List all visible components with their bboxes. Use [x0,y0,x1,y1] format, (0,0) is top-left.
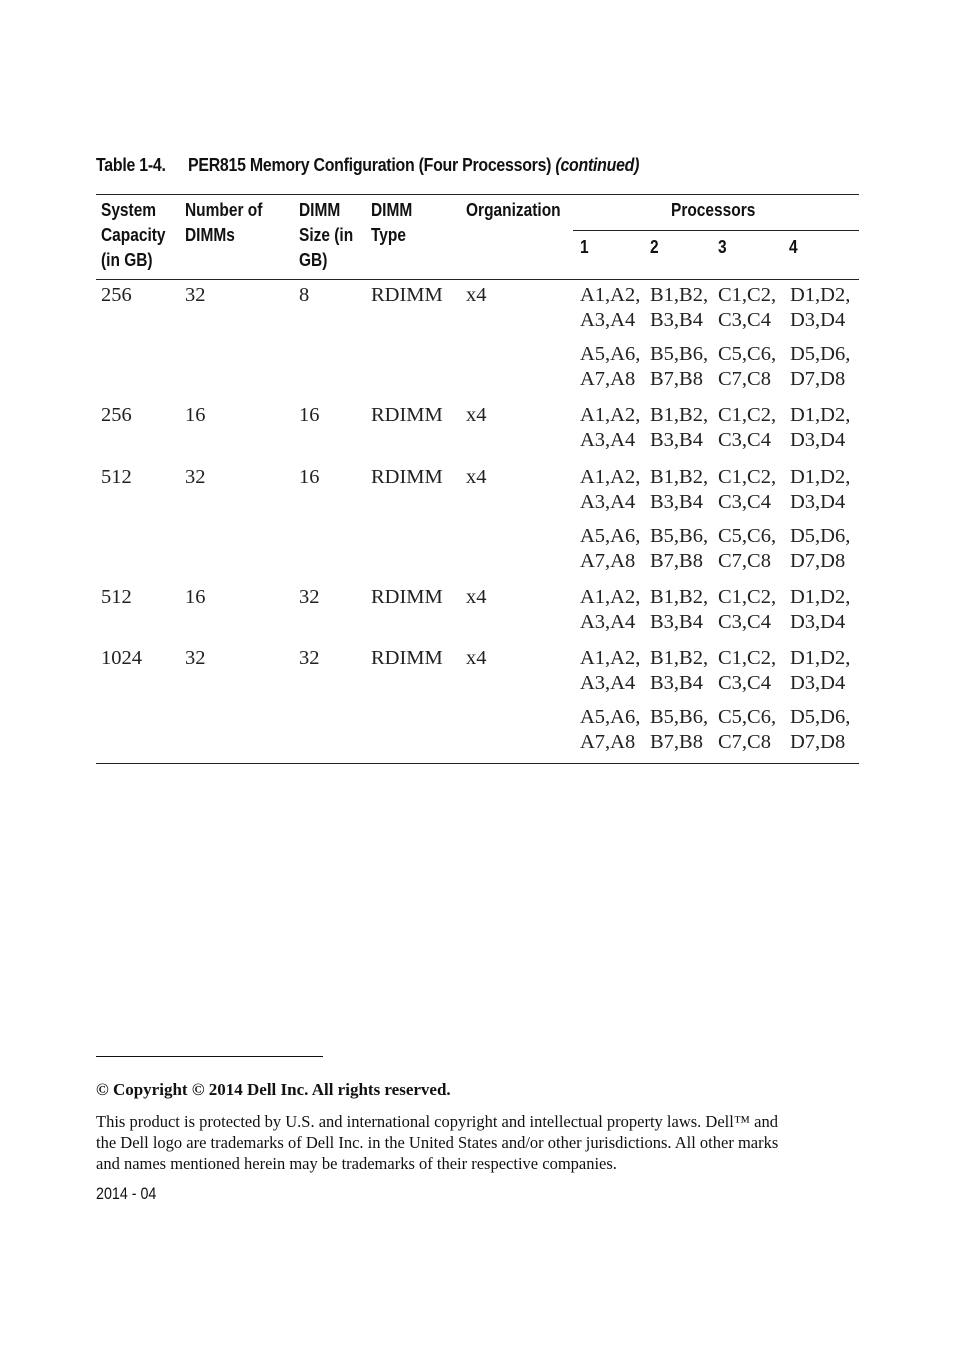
dimm-size-cell: 8 [299,284,310,306]
organization-cell: x4 [466,586,487,608]
dimm-slot-line: B1,B2, [650,404,709,426]
footnote-rule [96,1056,323,1057]
dimm-slot-line: C7,C8 [718,368,771,390]
number-of-dimms-cell: 16 [185,586,206,608]
system-capacity-cell: 256 [101,284,132,306]
dimm-slot-line: C3,C4 [718,309,771,331]
system-capacity-cell: 1024 [101,647,142,669]
header-bottom-rule [96,279,859,280]
system-capacity-cell: 256 [101,404,132,426]
dimm-size-cell: 16 [299,466,320,488]
dimm-slot-line: D3,D4 [790,309,846,331]
dimm-slot-line: B3,B4 [650,491,703,513]
memory-config-table [96,194,859,766]
dimm-slot-line: B1,B2, [650,586,709,608]
number-of-dimms-cell: 32 [185,466,206,488]
dimm-slot-line: D1,D2, [790,586,851,608]
processor-4-dimm-slots [790,342,850,392]
dimm-slot-line: D7,D8 [790,368,846,390]
processor-4-dimm-slots [790,585,850,635]
dimm-slot-line: A5,A6, [580,706,641,728]
dimm-slot-line: C5,C6, [718,525,777,547]
processor-3-dimm-slots [718,342,776,392]
dimm-slot-line: D5,D6, [790,343,851,365]
processor-4-dimm-slots [790,646,850,696]
dimm-slot-line: B7,B8 [650,368,703,390]
dimm-slot-line: D1,D2, [790,284,851,306]
header-organization: Organization [466,200,561,220]
dimm-type-cell: RDIMM [371,284,443,306]
dimm-size-cell: 32 [299,586,320,608]
dimm-slot-line: B5,B6, [650,343,709,365]
number-of-dimms-cell: 16 [185,404,206,426]
dimm-slot-line: A1,A2, [580,284,641,306]
dimm-slot-line: C3,C4 [718,672,771,694]
processor-3-dimm-slots [718,465,776,515]
dimm-slot-line: D5,D6, [790,525,851,547]
processor-3-dimm-slots [718,283,776,333]
dimm-slot-line: A1,A2, [580,466,641,488]
legal-notice-line: This product is protected by U.S. and international copyright and intellectual property laws. Dell™ and [96,1112,778,1131]
legal-notice-line: and names mentioned herein may be trademarks of their respective companies. [96,1154,617,1173]
processor-1-dimm-slots [580,403,640,453]
header-dimm-size: DIMM Size (in GB) [299,200,354,270]
dimm-slot-line: B3,B4 [650,309,703,331]
header-processor-2: 2 [650,237,659,257]
header-processor-3: 3 [718,237,727,257]
organization-cell: x4 [466,284,487,306]
table-top-rule [96,194,859,195]
dimm-slot-line: C5,C6, [718,706,777,728]
processor-3-dimm-slots [718,585,776,635]
header-processor-1: 1 [580,237,589,257]
system-capacity-cell: 512 [101,466,132,488]
processor-1-dimm-slots [580,585,640,635]
dimm-slot-line: A3,A4 [580,309,636,331]
header-system-capacity: System Capacity (in GB) [101,200,166,270]
table-title: PER815 Memory Configuration (Four Processors) [187,154,552,175]
header-processors: Processors [671,200,756,220]
processor-2-dimm-slots [650,403,708,453]
processor-1-dimm-slots [580,646,640,696]
dimm-slot-line: A3,A4 [580,491,636,513]
dimm-slot-line: B7,B8 [650,731,703,753]
processors-rule [573,230,859,231]
processor-2-dimm-slots [650,585,708,635]
copyright-line: © Copyright © 2014 Dell Inc. All rights reserved. [96,1080,451,1099]
dimm-slot-line: C3,C4 [718,611,771,633]
processor-2-dimm-slots [650,705,708,755]
dimm-slot-line: C5,C6, [718,343,777,365]
processor-2-dimm-slots [650,646,708,696]
processor-1-dimm-slots [580,342,640,392]
dimm-slot-line: B7,B8 [650,550,703,572]
system-capacity-cell: 512 [101,586,132,608]
dimm-type-cell: RDIMM [371,466,443,488]
dimm-slot-line: B1,B2, [650,284,709,306]
dimm-slot-line: A7,A8 [580,550,636,572]
dimm-size-cell: 16 [299,404,320,426]
dimm-slot-line: C7,C8 [718,550,771,572]
dimm-slot-line: D5,D6, [790,706,851,728]
dimm-slot-line: D3,D4 [790,611,846,633]
publication-date: 2014 - 04 [96,1184,157,1203]
dimm-slot-line: C1,C2, [718,647,777,669]
processor-2-dimm-slots [650,465,708,515]
dimm-slot-line: A3,A4 [580,672,636,694]
legal-notice [96,1111,856,1174]
dimm-slot-line: A3,A4 [580,611,636,633]
processor-1-dimm-slots [580,283,640,333]
dimm-slot-line: A5,A6, [580,525,641,547]
table-number: Table 1-4. [96,154,166,175]
dimm-slot-line: D3,D4 [790,429,846,451]
processor-3-dimm-slots [718,646,776,696]
processor-1-dimm-slots [580,465,640,515]
dimm-slot-line: C1,C2, [718,466,777,488]
dimm-slot-line: C1,C2, [718,404,777,426]
dimm-type-cell: RDIMM [371,647,443,669]
table-caption [96,154,639,176]
processor-1-dimm-slots [580,705,640,755]
dimm-slot-line: D1,D2, [790,466,851,488]
processor-4-dimm-slots [790,524,850,574]
dimm-slot-line: D7,D8 [790,731,846,753]
dimm-slot-line: A5,A6, [580,343,641,365]
dimm-size-cell: 32 [299,647,320,669]
processor-3-dimm-slots [718,524,776,574]
dimm-slot-line: B3,B4 [650,429,703,451]
dimm-slot-line: D1,D2, [790,404,851,426]
dimm-slot-line: D3,D4 [790,491,846,513]
processor-2-dimm-slots [650,524,708,574]
dimm-slot-line: A3,A4 [580,429,636,451]
header-number-of-dimms: Number of DIMMs [185,200,263,245]
dimm-slot-line: B5,B6, [650,525,709,547]
dimm-slot-line: B1,B2, [650,647,709,669]
processor-4-dimm-slots [790,465,850,515]
number-of-dimms-cell: 32 [185,647,206,669]
organization-cell: x4 [466,647,487,669]
table-continued: (continued) [555,154,640,175]
dimm-slot-line: D1,D2, [790,647,851,669]
dimm-slot-line: A7,A8 [580,731,636,753]
dimm-slot-line: C1,C2, [718,284,777,306]
processor-4-dimm-slots [790,705,850,755]
dimm-slot-line: C1,C2, [718,586,777,608]
dimm-slot-line: C3,C4 [718,491,771,513]
processor-4-dimm-slots [790,283,850,333]
processor-4-dimm-slots [790,403,850,453]
table-bottom-rule [96,763,859,764]
number-of-dimms-cell: 32 [185,284,206,306]
dimm-slot-line: B3,B4 [650,672,703,694]
legal-notice-line: the Dell logo are trademarks of Dell Inc. in the United States and/or other jurisdictions. All other marks [96,1133,779,1152]
dimm-slot-line: A7,A8 [580,368,636,390]
dimm-slot-line: C3,C4 [718,429,771,451]
processor-1-dimm-slots [580,524,640,574]
dimm-type-cell: RDIMM [371,404,443,426]
dimm-slot-line: D3,D4 [790,672,846,694]
dimm-slot-line: B5,B6, [650,706,709,728]
processor-3-dimm-slots [718,403,776,453]
header-dimm-type: DIMM Type [371,200,413,245]
dimm-type-cell: RDIMM [371,586,443,608]
processor-3-dimm-slots [718,705,776,755]
organization-cell: x4 [466,404,487,426]
dimm-slot-line: A1,A2, [580,586,641,608]
processor-2-dimm-slots [650,342,708,392]
dimm-slot-line: B1,B2, [650,466,709,488]
dimm-slot-line: A1,A2, [580,647,641,669]
header-processor-4: 4 [789,237,798,257]
dimm-slot-line: C7,C8 [718,731,771,753]
dimm-slot-line: A1,A2, [580,404,641,426]
dimm-slot-line: B3,B4 [650,611,703,633]
organization-cell: x4 [466,466,487,488]
dimm-slot-line: D7,D8 [790,550,846,572]
processor-2-dimm-slots [650,283,708,333]
